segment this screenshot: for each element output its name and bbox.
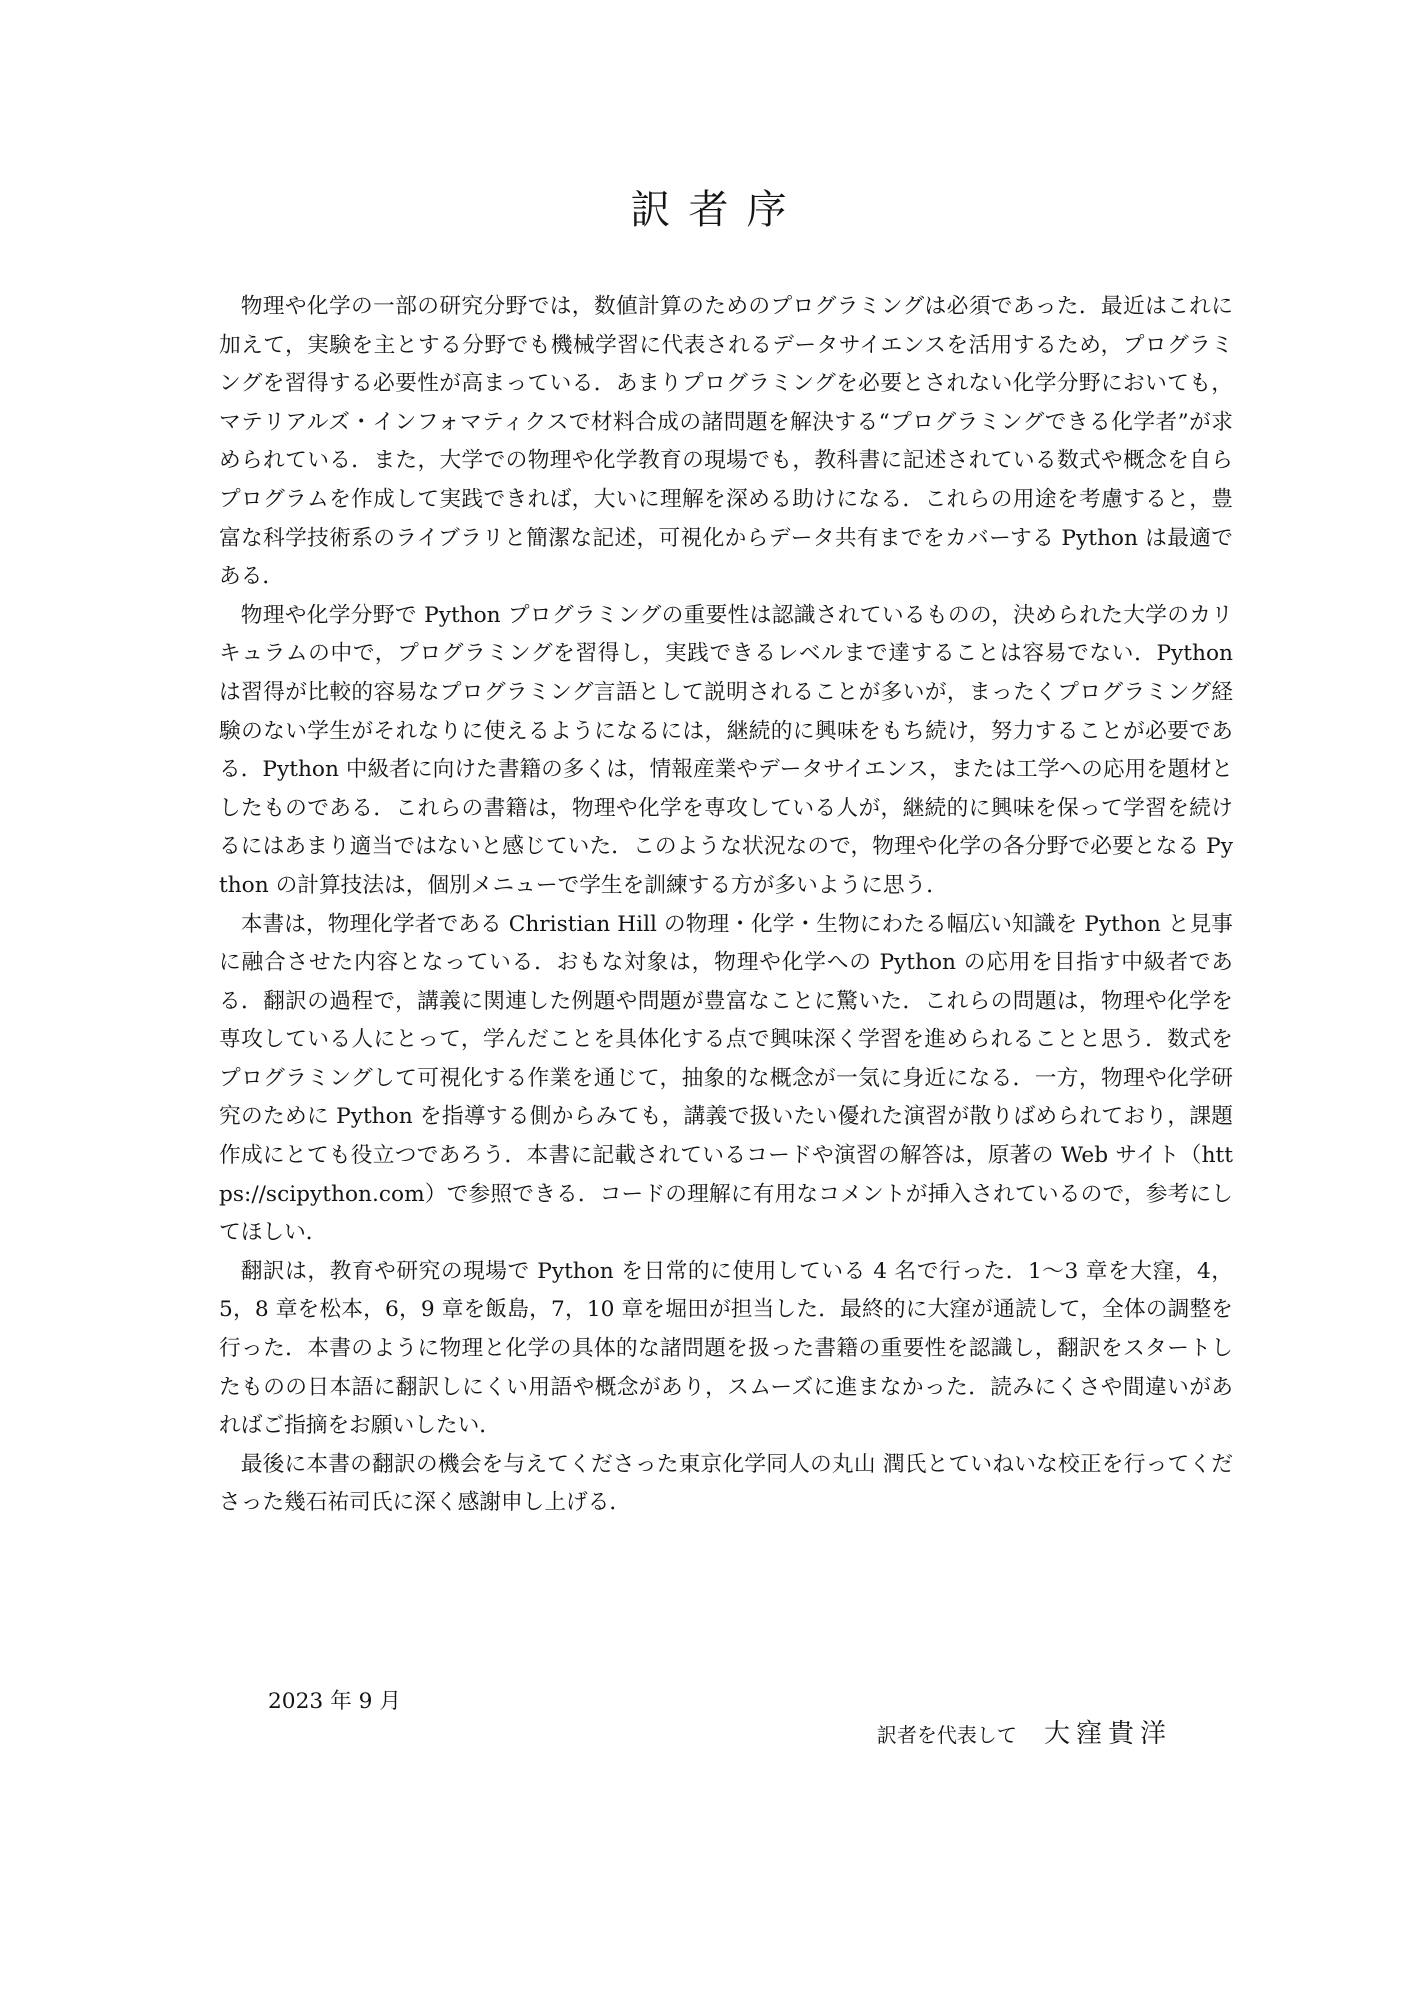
page-title: 訳者序 (630, 187, 805, 233)
paragraph-2: 物理や化学分野で Python プログラミングの重要性は認識されているものの，決められた大学のカリキュラムの中で，プログラミングを習得し，実践できるレベルまで達することは容易でない．Python は習得が比較的容易なプログラミング言語として説明されることが多いが，まったくプログラミング経験のない学生がそれなりに使えるようになるには，継続的に興味をもち続け，努力することが必要である．Python 中級者に向けた書籍の多くは，情報産業やデータサイエンス，または工学への応用を題材としたものである．これらの書籍は，物理や化学を専攻している人が，継続的に興味を保って学習を続けるにはあまり適当ではないと感じていた．このような状況なので，物理や化学の各分野で必要となる Python の計算技法は，個別メニューで学生を訓練する方が多いように思う． (219, 602, 1233, 898)
preface-body (219, 288, 1233, 1523)
date-line: 2023 年 9 月 (268, 1689, 402, 1714)
paragraph-1: 物理や化学の一部の研究分野では，数値計算のためのプログラミングは必須であった．最近はこれに加えて，実験を主とする分野でも機械学習に代表されるデータサイエンスを活用するため，プログラミングを習得する必要性が高まっている．あまりプログラミングを必要とされない化学分野においても，マテリアルズ・インフォマティクスで材料合成の諸問題を解決する“プログラミングできる化学者”が求められている．また，大学での物理や化学教育の現場でも，教科書に記述されている数式や概念を自らプログラムを作成して実践できれば，大いに理解を深める助けになる．これらの用途を考慮すると，豊富な科学技術系のライブラリと簡潔な記述，可視化からデータ共有までをカバーする Python は最適である． (219, 294, 1233, 590)
paragraph-4: 翻訳は，教育や研究の現場で Python を日常的に使用している 4 名で行った．1～3 章を大窪，4，5，8 章を松本，6，9 章を飯島，7，10 章を堀田が担当した．最終的に大窪が通読して，全体の調整を行った．本書のように物理と化学の具体的な諸問題を扱った書籍の重要性を認識し，翻訳をスタートしたものの日本語に翻訳しにくい用語や概念があり，スムーズに進まなかった．読みにくさや間違いがあればご指摘をお願いしたい． (219, 1258, 1233, 1439)
signature-prefix: 訳者を代表して (876, 1723, 1017, 1747)
signature-name: 大窪貴洋 (1043, 1719, 1172, 1749)
paragraph-5: 最後に本書の翻訳の機会を与えてくださった東京化学同人の丸山 潤氏とていねいな校正を行ってくださった幾石祐司氏に深く感謝申し上げる． (219, 1451, 1233, 1516)
signature (877, 1721, 1172, 1747)
paragraph-3: 本書は，物理化学者である Christian Hill の物理・化学・生物にわたる幅広い知識を Python と見事に融合させた内容となっている．おもな対象は，物理や化学への Python の応用を目指す中級者である．翻訳の過程で，講義に関連した例題や問題が豊富なことに驚いた．これらの問題は，物理や化学を専攻している人にとって，学んだことを具体化する点で興味深く学習を進められることと思う．数式をプログラミングして可視化する作業を通じて，抽象的な概念が一気に身近になる．一方，物理や化学研究のために Python を指導する側からみても，講義で扱いたい優れた演習が散りばめられており，課題作成にとても役立つであろう．本書に記載されているコードや演習の解答は，原著の Web サイト（https://scipython.com）で参照できる．コードの理解に有用なコメントが挿入されているので，参考にしてほしい． (219, 911, 1233, 1246)
